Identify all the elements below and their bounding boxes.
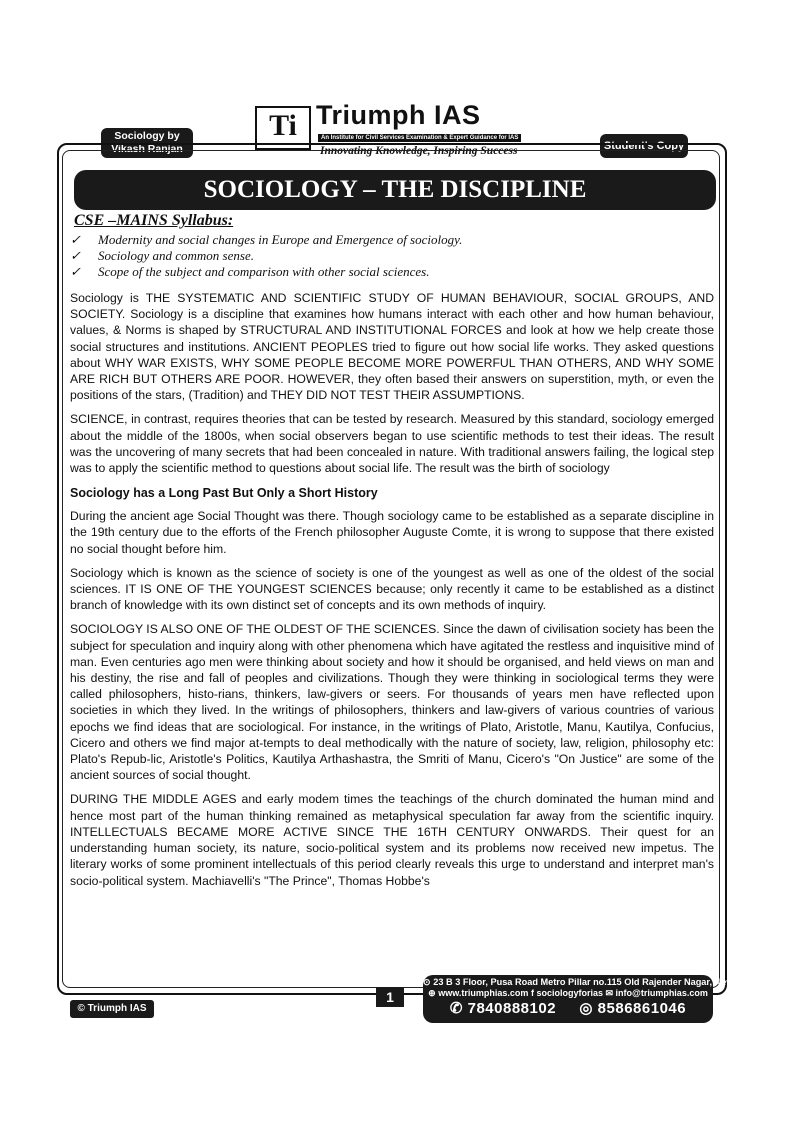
syllabus-heading: CSE –MAINS Syllabus: <box>74 212 234 229</box>
tagline: Innovating Knowledge, Inspiring Success <box>320 145 518 157</box>
brand-subtitle: An Institute for Civil Services Examination & Expert Guidance for IAS <box>318 134 521 142</box>
syllabus-item <box>70 232 714 248</box>
facebook-icon: f <box>530 988 534 998</box>
main-content <box>70 212 714 889</box>
contact-box <box>423 975 772 1023</box>
phone-2[interactable]: 8586861046 <box>597 1000 687 1017</box>
web-links <box>423 988 713 999</box>
phone-1[interactable]: 7840888102 <box>467 1000 557 1017</box>
author-tag-line2: Vikash Ranjan <box>111 143 183 155</box>
mail-icon: ✉ <box>605 988 614 998</box>
paragraph-definition: Sociology is THE SYSTEMATIC AND SCIENTIFIC STUDY OF HUMAN BEHAVIOUR, SOCIAL GROUPS, AND SOCIETY. Sociology is a discipline that examines how humans interact with each other and how human behaviour, values, & Norms is shaped by STRUCTURAL AND INSTITUTIONAL FORCES and look at how we help create those social structures and institutions. ANCIENT PEOPLES tried to figure out how social life works. They asked questions about WHY WAR EXISTS, WHY SOME PEOPLE BECOME MORE POWERFUL THAN OTHERS, AND WHY SOME ARE RICH BUT OTHERS ARE POOR. HOWEVER, they often based their answers on superstition, myth, or even the positions of the stars, (Tradition) and THEY DID NOT TEST THEIR ASSUMPTIONS. <box>70 291 714 403</box>
syllabus-item <box>70 264 714 280</box>
page-number: 1 <box>376 987 404 1007</box>
paragraph-youngest-science: Sociology which is known as the science of society is one of the youngest as well as one of the oldest of the social sciences. IT IS ONE OF THE YOUNGEST SCIENCES because; only recently it came to be established as a distinct branch of knowledge with its own distinct set of concepts and its own methods of inquiry. <box>70 565 714 613</box>
brand-name: Triumph IAS <box>316 100 481 130</box>
check-icon: ✓ <box>70 232 81 247</box>
website-link[interactable]: www.triumphias.com <box>438 988 529 998</box>
phone-numbers <box>423 999 713 1017</box>
author-tag-line1: Sociology by <box>114 130 180 142</box>
globe-icon: ⊕ <box>428 988 436 998</box>
paragraph-science: SCIENCE, in contrast, requires theories that can be tested by research. Measured by this standard, sociology emerged about the middle of the 1800s, when social observers began to use scientific methods to test their ideas. The result was the uncovering of many secrets that had been concealed in nature. With traditional answers failing, the logical step was to apply the scientific method to questions about social life. The result was the birth of sociology <box>70 412 714 476</box>
logo-mark: Ti <box>255 106 311 150</box>
address-text: 23 B 3 Floor, Pusa Road Metro Pillar no.115 Old Rajender Nagar, New Delhi-60 <box>433 977 772 987</box>
syllabus-item <box>70 248 714 264</box>
page-title: SOCIOLOGY – THE DISCIPLINE <box>74 170 716 210</box>
syllabus-item-text: Scope of the subject and comparison with other social sciences. <box>98 264 430 279</box>
check-icon: ✓ <box>70 264 81 279</box>
paragraph-oldest-science: SOCIOLOGY IS ALSO ONE OF THE OLDEST OF THE SCIENCES. Since the dawn of civilisation society has been the subject for speculation and inquiry along with other phenomena which have agitated the restless and inquisitive mind of man. Even centuries ago men were thinking about society and how it should be organised, and held views on man and his destiny, the rise and fall of peoples and civilizations. Though they were thinking in sociological terms they were called philosophers, histo-rians, thinkers, law-givers or seers. For thousands of years men have reflected upon societies in which they lived. In the writings of philosophers, thinkers and law-givers of various countries of various epochs we find ideas that are sociological. For instance, in the writings of Plato, Aristotle, Manu, Kautilya, Confucius, Cicero and others we find major at-tempts to deal methodically with the nature of society, law, religion, philosophy etc: Plato's Repub-lic, Aristotle's Politics, Kautilya Arthashastra, the Smriti of Manu, Cicero's "On Justice" are some of the ancient sources of social thought. <box>70 622 714 783</box>
social-handle[interactable]: sociologyforias <box>536 988 603 998</box>
copyright-badge: © Triumph IAS <box>70 1000 154 1018</box>
check-icon: ✓ <box>70 248 81 263</box>
syllabus-item-text: Sociology and common sense. <box>98 248 254 263</box>
paragraph-ancient-age: During the ancient age Social Thought was there. Though sociology came to be established as a separate discipline in the 19th century due to the efforts of the French philosopher Auguste Comte, it is wrong to suppose that there existed no social thought before him. <box>70 509 714 556</box>
students-copy-tag: Student's Copy <box>600 134 688 158</box>
whatsapp-icon: ◎ <box>579 1000 593 1017</box>
section-heading: Sociology has a Long Past But Only a Short History <box>70 486 378 501</box>
phone-icon: ✆ <box>449 1000 463 1017</box>
address <box>423 977 772 988</box>
email-link[interactable]: info@triumphias.com <box>615 988 708 998</box>
syllabus-item-text: Modernity and social changes in Europe and Emergence of sociology. <box>98 232 463 247</box>
location-pin-icon: ⊙ <box>423 977 431 987</box>
paragraph-middle-ages: DURING THE MIDDLE AGES and early modem times the teachings of the church dominated the human mind and hence most part of the human thinking remained as metaphysical speculation far away from the scientific inquiry. INTELLECTUALS BECAME MORE ACTIVE SINCE THE 16TH CENTURY ONWARDS. Their quest for an understanding human society, its nature, socio-political system and its problems now received new impetus. The literary works of some prominent intellectuals of this period clearly reveals this urge to understand and interpret man's socio-political system. Machiavelli's "The Prince", Thomas Hobbe's <box>70 792 714 888</box>
